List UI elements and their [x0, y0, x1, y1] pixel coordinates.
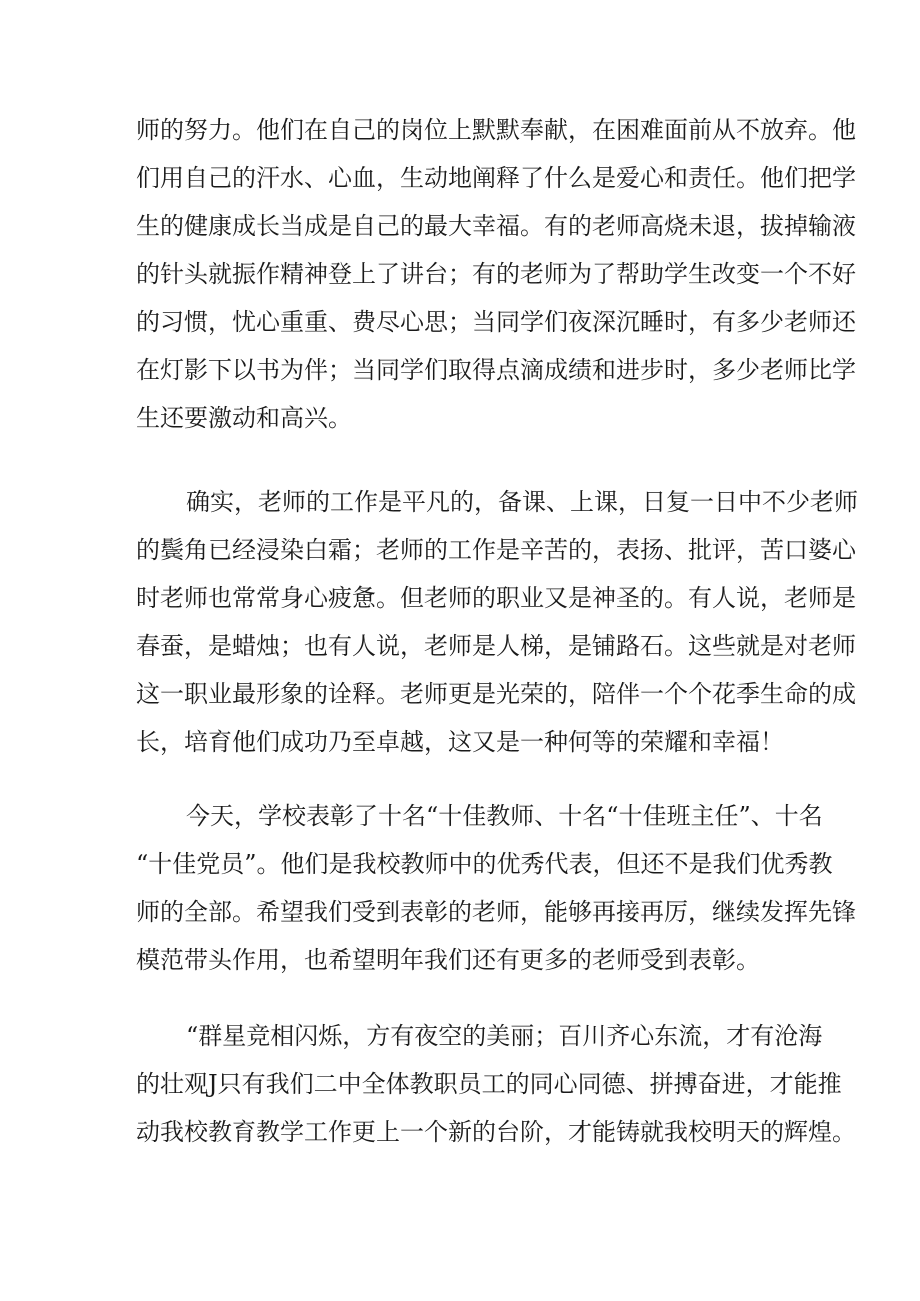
paragraph-line: 的针头就振作精神登上了讲台；有的老师为了帮助学生改变一个不好: [136, 260, 856, 288]
paragraph-line: 的习惯，忧心重重、费尽心思；当同学们夜深沉睡时，有多少老师还: [136, 308, 856, 336]
paragraph-line: 时老师也常常身心疲惫。但老师的职业又是神圣的。有人说，老师是: [136, 584, 856, 612]
paragraph-line: 确实，老师的工作是平凡的，备课、上课，日复一日中不少老师: [186, 488, 858, 516]
paragraph-line: “十佳党员”。他们是我校教师中的优秀代表，但还不是我们优秀教: [136, 850, 833, 878]
paragraph-line: “群星竞相闪烁，方有夜空的美丽；百川齐心东流，才有沧海: [186, 1022, 823, 1050]
paragraph-line: 的鬓角已经浸染白霜；老师的工作是辛苦的，表扬、批评，苦口婆心: [136, 536, 856, 564]
paragraph-line: 在灯影下以书为伴；当同学们取得点滴成绩和进步时，多少老师比学: [136, 356, 856, 384]
paragraph-line: 生还要激动和高兴。: [136, 404, 352, 432]
paragraph-line: 师的全部。希望我们受到表彰的老师，能够再接再厉，继续发挥先锋: [136, 898, 856, 926]
paragraph-line: 师的努力。他们在自己的岗位上默默奉献，在困难面前从不放弃。他: [136, 116, 856, 144]
paragraph-line: 们用自己的汗水、心血，生动地阐释了什么是爱心和责任。他们把学: [136, 164, 856, 192]
paragraph-line: 生的健康成长当成是自己的最大幸福。有的老师高烧未退，拔掉输液: [136, 212, 856, 240]
paragraph-line: 动我校教育教学工作更上一个新的台阶，才能铸就我校明天的辉煌。: [136, 1118, 856, 1146]
paragraph-line: 春蚕，是蜡烛；也有人说，老师是人梯，是铺路石。这些就是对老师: [136, 632, 856, 660]
paragraph-line: 这一职业最形象的诠释。老师更是光荣的，陪伴一个个花季生命的成: [136, 680, 856, 708]
paragraph-line: 的壮观J只有我们二中全体教职员工的同心同德、拼搏奋进，才能推: [136, 1070, 842, 1098]
paragraph-line: 今天，学校表彰了十名“十佳教师、十名“十佳班主任”、十名: [186, 802, 823, 830]
paragraph-line: 模范带头作用，也希望明年我们还有更多的老师受到表彰。: [136, 946, 760, 974]
paragraph-line: 长，培育他们成功乃至卓越，这又是一种何等的荣耀和幸福！: [136, 728, 784, 756]
